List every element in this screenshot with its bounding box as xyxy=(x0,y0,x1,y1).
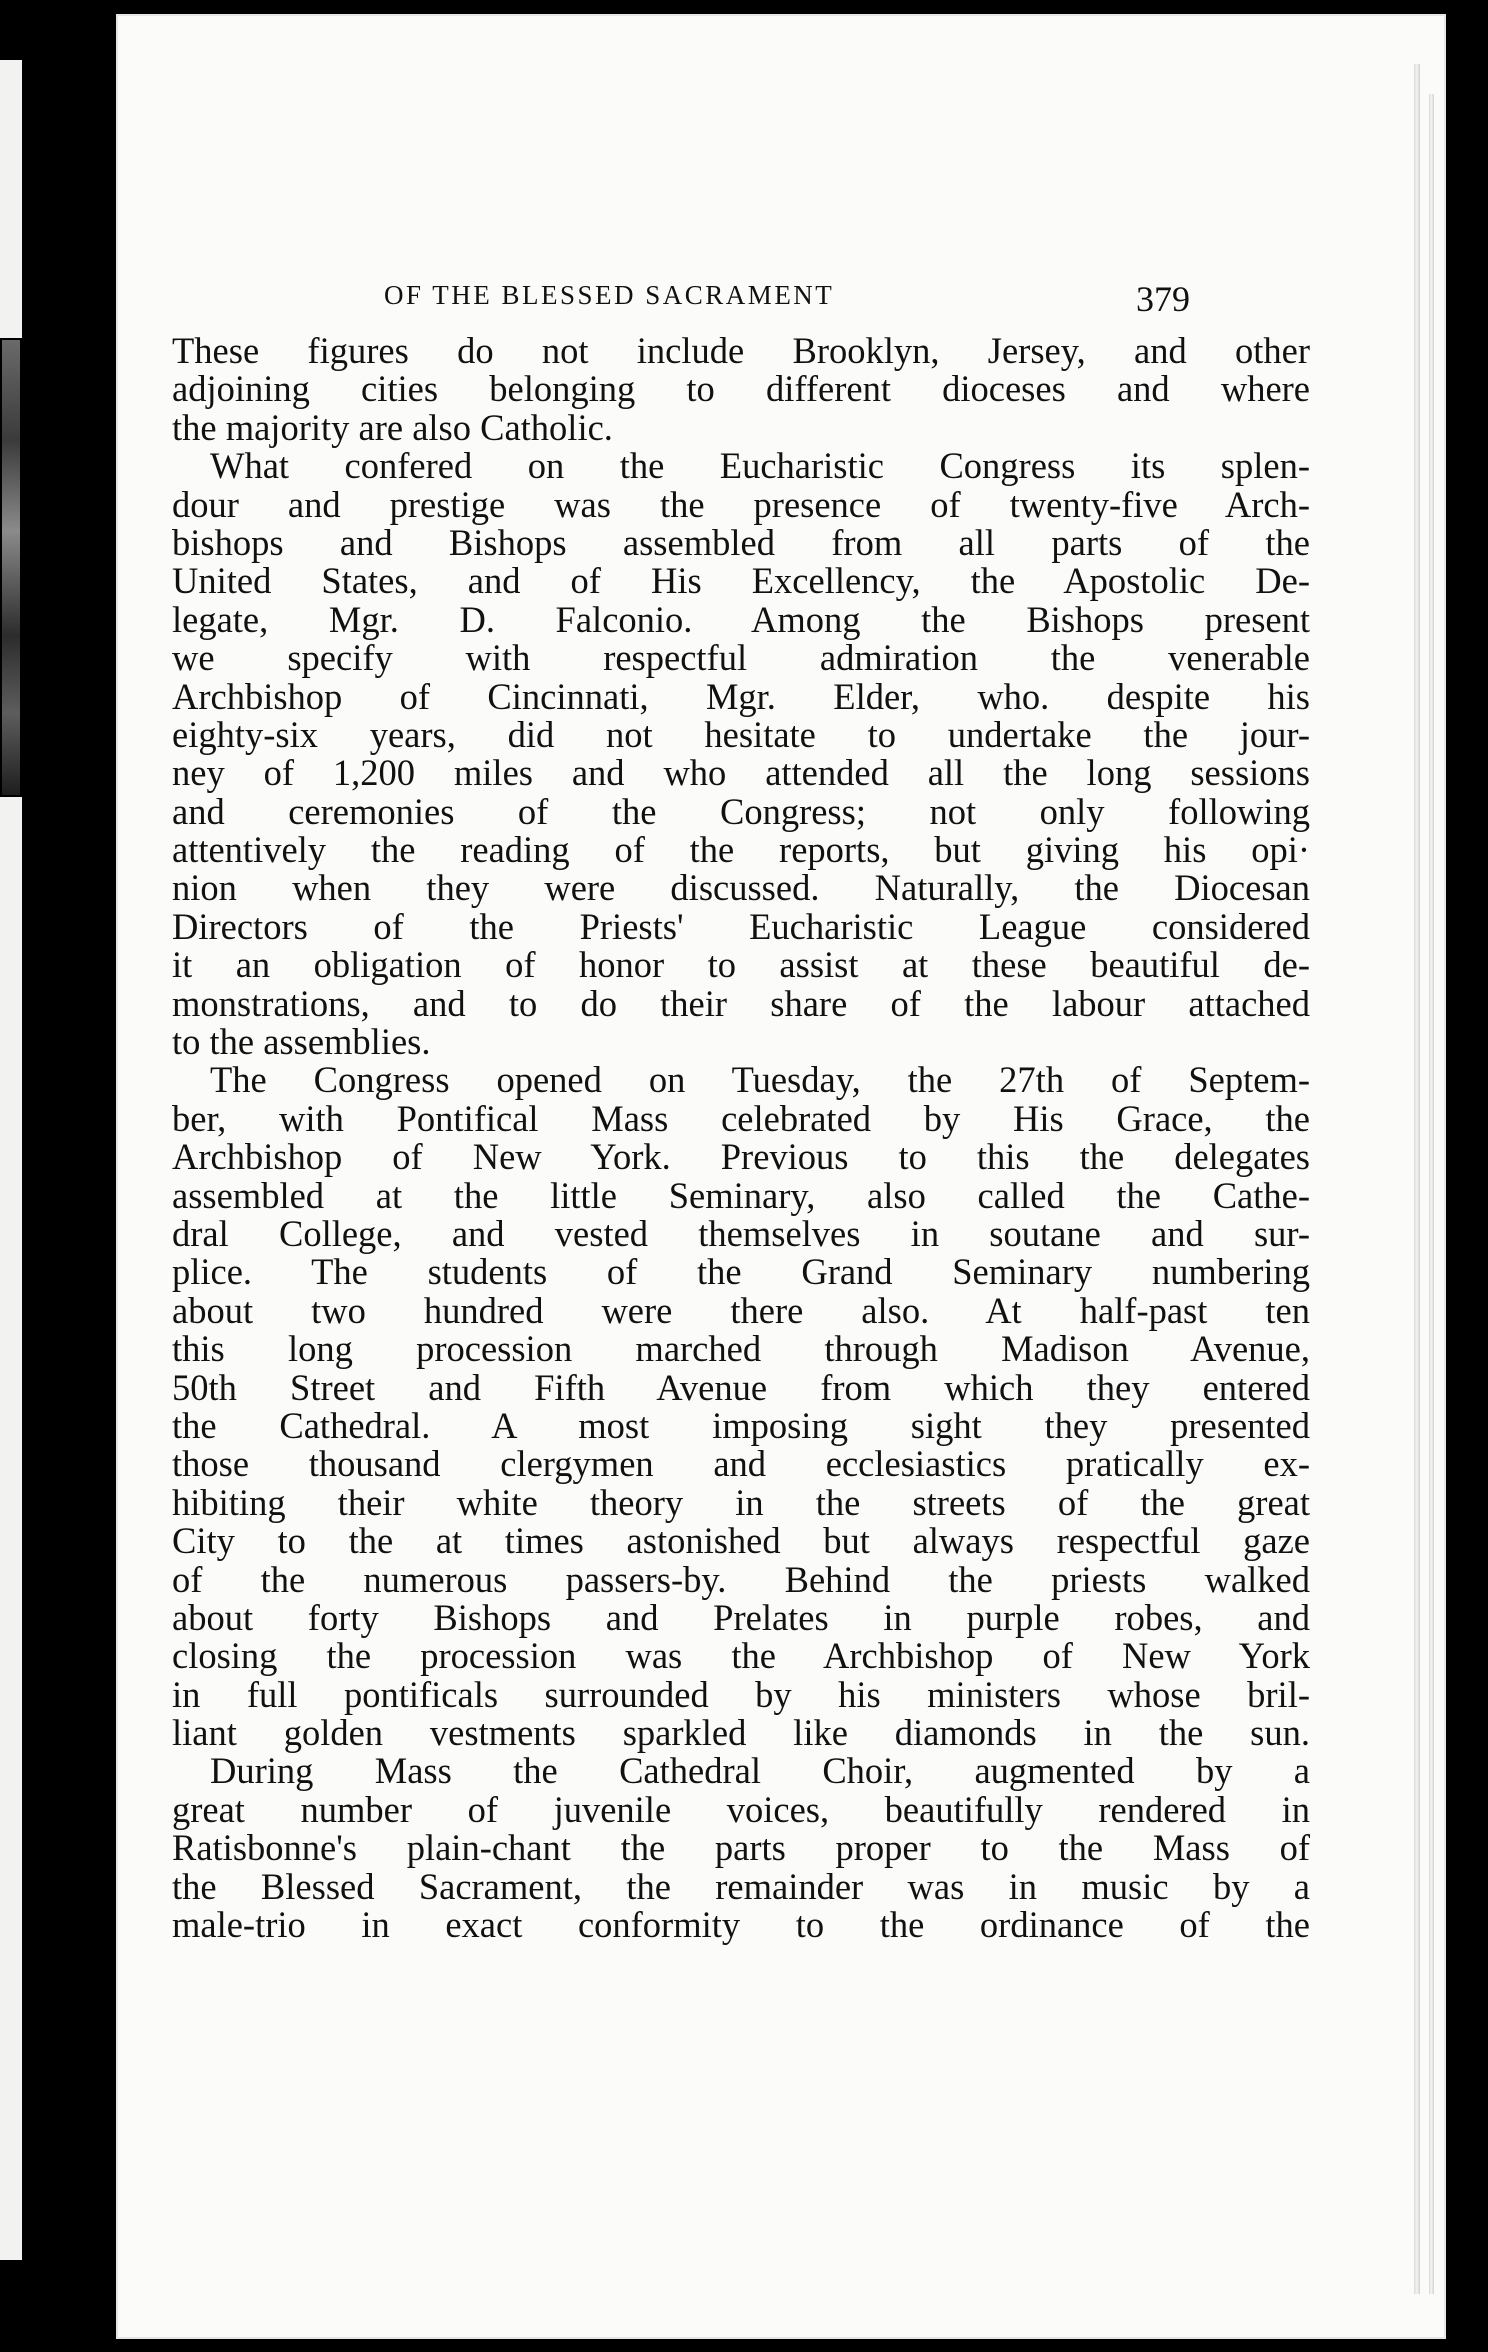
text-line: nion when they were discussed. Naturally, the Diocesan xyxy=(172,867,1310,909)
text-line: ber, with Pontifical Mass celebrated by His Grace, the xyxy=(172,1097,1310,1139)
text-line: legate, Mgr. D. Falconio. Among the Bishops present xyxy=(172,598,1310,640)
text-line: this long procession marched through Madison Avenue, xyxy=(172,1328,1310,1370)
previous-page-illustration xyxy=(0,338,22,797)
body-text xyxy=(172,332,1310,1944)
text-line: What confered on the Eucharistic Congress its splen- xyxy=(210,445,1310,487)
text-line: it an obligation of honor to assist at these beautiful de- xyxy=(172,944,1310,986)
text-line: we specify with respectful admiration the venerable xyxy=(172,637,1310,679)
text-line: plice. The students of the Grand Seminary numbering xyxy=(172,1251,1310,1293)
text-line: assembled at the little Seminary, also called the Cathe- xyxy=(172,1174,1310,1216)
text-line: about forty Bishops and Prelates in purple robes, and xyxy=(172,1596,1310,1638)
text-line: and ceremonies of the Congress; not only following xyxy=(172,790,1310,832)
text-line: liant golden vestments sparkled like diamonds in the sun. xyxy=(172,1712,1310,1754)
text-line: bishops and Bishops assembled from all parts of the xyxy=(172,521,1310,563)
text-line: those thousand clergymen and ecclesiastics pratically ex- xyxy=(172,1443,1310,1485)
running-title: OF THE BLESSED SACRAMENT xyxy=(384,280,835,310)
text-line: about two hundred were there also. At half-past ten xyxy=(172,1289,1310,1331)
text-line: Archbishop of New York. Previous to this the delegates xyxy=(172,1136,1310,1178)
text-line: monstrations, and to do their share of the labour attached xyxy=(172,982,1310,1024)
text-line: Ratisbonne's plain-chant the parts proper to the Mass of xyxy=(172,1827,1310,1869)
text-line: City to the at times astonished but always respectful gaze xyxy=(172,1520,1310,1562)
book-page xyxy=(116,14,1446,2339)
text-line: eighty-six years, did not hesitate to undertake the jour- xyxy=(172,713,1310,755)
text-line: adjoining cities belonging to different dioceses and where xyxy=(172,368,1310,410)
text-line: The Congress opened on Tuesday, the 27th of Septem- xyxy=(210,1059,1310,1101)
text-line: ney of 1,200 miles and who attended all the long sessions xyxy=(172,752,1310,794)
text-line: the majority are also Catholic. xyxy=(172,406,613,448)
text-line: dour and prestige was the presence of twenty-five Arch- xyxy=(172,483,1310,525)
text-line: hibiting their white theory in the streets of the great xyxy=(172,1481,1310,1523)
page-edge-shadow xyxy=(1414,64,1420,2294)
text-line: dral College, and vested themselves in soutane and sur- xyxy=(172,1212,1310,1254)
text-line: the Blessed Sacrament, the remainder was in music by a xyxy=(172,1865,1310,1907)
text-line: United States, and of His Excellency, the Apostolic De- xyxy=(172,560,1310,602)
text-line: 50th Street and Fifth Avenue from which they entered xyxy=(172,1366,1310,1408)
page-number: 379 xyxy=(1136,279,1190,319)
running-head xyxy=(116,276,1446,322)
text-line: the Cathedral. A most imposing sight they presented xyxy=(172,1404,1310,1446)
text-line: Archbishop of Cincinnati, Mgr. Elder, who. despite his xyxy=(172,675,1310,717)
text-line: in full pontificals surrounded by his ministers whose bril- xyxy=(172,1673,1310,1715)
page-edge-shadow xyxy=(1429,94,1434,2294)
text-line: attentively the reading of the reports, but giving his opi· xyxy=(172,829,1310,871)
text-line: Directors of the Priests' Eucharistic League considered xyxy=(172,905,1310,947)
text-line: male-trio in exact conformity to the ordinance of the xyxy=(172,1904,1310,1946)
text-line: to the assemblies. xyxy=(172,1021,431,1063)
text-line: During Mass the Cathedral Choir, augmented by a xyxy=(210,1750,1310,1792)
previous-page-edge xyxy=(0,60,22,2260)
text-line: These figures do not include Brooklyn, Jersey, and other xyxy=(172,330,1310,371)
text-line: great number of juvenile voices, beautifully rendered in xyxy=(172,1788,1310,1830)
text-line: closing the procession was the Archbishop of New York xyxy=(172,1635,1310,1677)
text-line: of the numerous passers-by. Behind the priests walked xyxy=(172,1558,1310,1600)
